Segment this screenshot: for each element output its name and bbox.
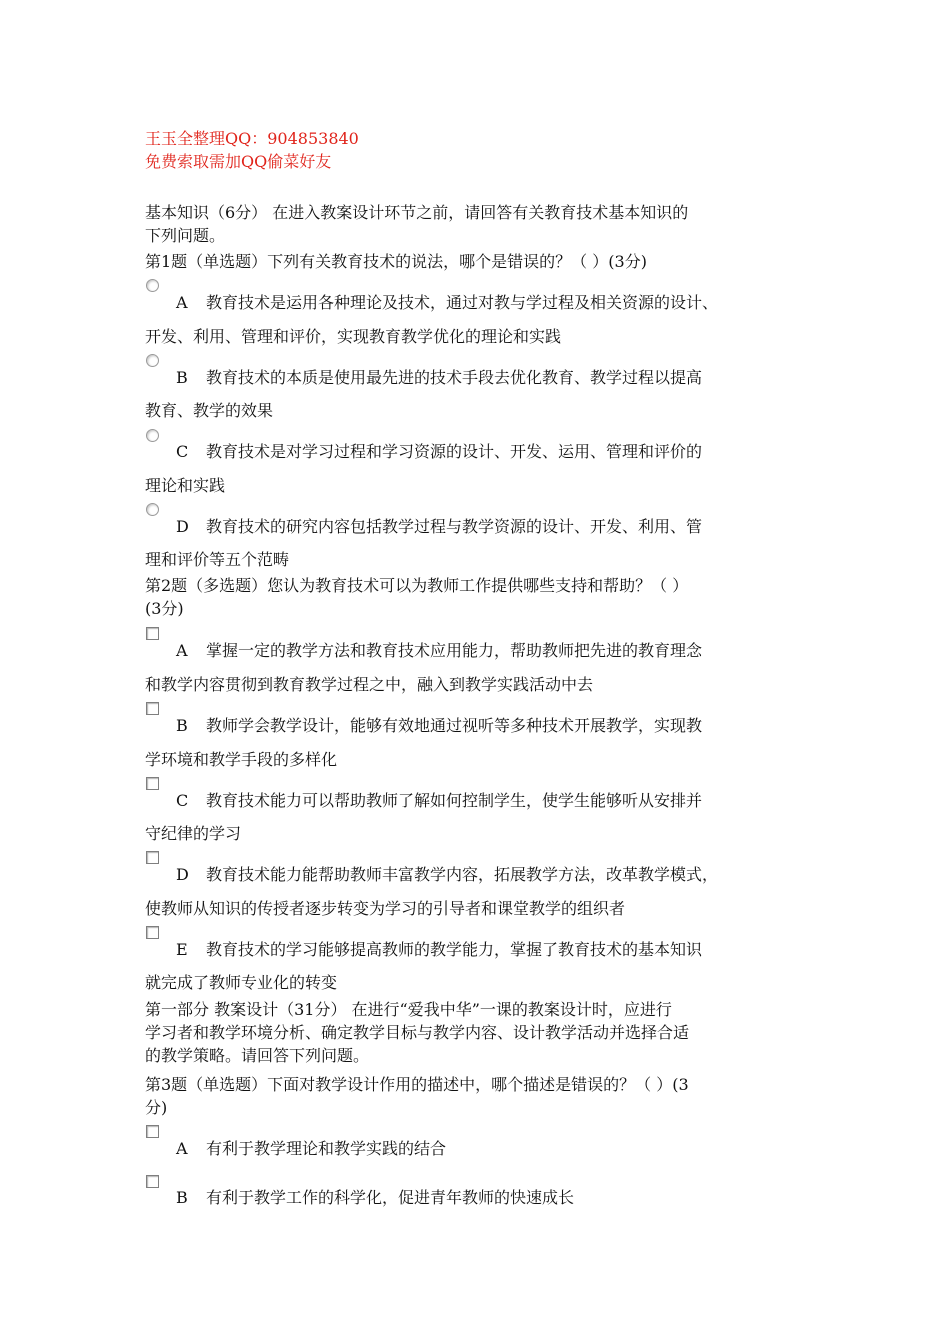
q1-option-a-radio[interactable] [146, 279, 159, 292]
option-text: 有利于教学理论和教学实践的结合 [206, 1139, 447, 1158]
q2-option-a-cont: 和教学内容贯彻到教育教学过程之中，融入到教学实践活动中去 [145, 675, 594, 694]
option-letter: E [176, 940, 188, 959]
option-letter: C [176, 791, 189, 810]
option-letter: C [176, 442, 189, 461]
q3-title-line2: 分) [145, 1098, 168, 1117]
q2-option-e-cont: 就完成了教师专业化的转变 [145, 973, 338, 992]
q2-option-b-cont: 学环境和教学手段的多样化 [145, 750, 338, 769]
option-text: 教育技术能力可以帮助教师了解如何控制学生，使学生能够听从安排并 [206, 791, 703, 810]
q1-option-d-radio[interactable] [146, 503, 159, 516]
section2-intro-line1: 第一部分 教案设计（31分） 在进行“爱我中华”一课的教案设计时，应进行 [145, 1000, 672, 1019]
q1-option-c [176, 441, 702, 463]
q2-option-b [176, 715, 702, 737]
q2-option-d [176, 864, 718, 886]
option-letter: A [176, 641, 188, 660]
q1-option-c-radio[interactable] [146, 429, 159, 442]
option-text: 有利于教学工作的科学化，促进青年教师的快速成长 [206, 1188, 575, 1207]
q3-option-a-checkbox[interactable] [146, 1125, 159, 1138]
option-letter: B [176, 368, 188, 387]
q2-option-d-checkbox[interactable] [146, 851, 159, 864]
q1-option-b-radio[interactable] [146, 354, 159, 367]
q3-option-a [176, 1138, 446, 1160]
q1-option-c-cont: 理论和实践 [145, 476, 226, 495]
option-letter: B [176, 1188, 188, 1207]
option-text: 教育技术能力能帮助教师丰富教学内容，拓展教学方法，改革教学模式， [206, 865, 719, 884]
q2-option-c [176, 790, 702, 812]
q3-option-b [176, 1187, 574, 1209]
q2-option-e [176, 939, 702, 961]
option-text: 教育技术的研究内容包括教学过程与教学资源的设计、开发、利用、管 [206, 517, 703, 536]
q2-option-a-checkbox[interactable] [146, 627, 159, 640]
section2-intro-line2: 学习者和教学环境分析、确定教学目标与教学内容、设计教学活动并选择合适 [145, 1023, 690, 1042]
option-letter: D [176, 865, 189, 884]
q2-title-line2: (3分) [145, 599, 184, 618]
q1-option-d-cont: 理和评价等五个范畴 [145, 550, 290, 569]
q1-title: 第1题（单选题）下列有关教育技术的说法，哪个是错误的？（ ）(3分) [145, 252, 647, 271]
q2-option-c-checkbox[interactable] [146, 777, 159, 790]
q2-title-line1: 第2题（多选题）您认为教育技术可以为教师工作提供哪些支持和帮助？（ ） [145, 576, 689, 595]
q2-option-d-cont: 使教师从知识的传授者逐步转变为学习的引导者和课堂教学的组织者 [145, 899, 626, 918]
header-contact: 王玉全整理QQ：904853840 [145, 129, 359, 148]
option-letter: B [176, 716, 188, 735]
q3-option-b-checkbox[interactable] [146, 1175, 159, 1188]
q2-option-c-cont: 守纪律的学习 [145, 824, 242, 843]
q3-title-line1: 第3题（单选题）下面对教学设计作用的描述中，哪个描述是错误的？（ ）(3 [145, 1075, 689, 1094]
option-text: 教育技术是运用各种理论及技术，通过对教与学过程及相关资源的设计、 [206, 293, 719, 312]
option-text: 教育技术的本质是使用最先进的技术手段去优化教育、教学过程以提高 [206, 368, 703, 387]
header-note: 免费索取需加QQ偷菜好友 [145, 152, 332, 171]
section1-intro-line1: 基本知识（6分） 在进入教案设计环节之前，请回答有关教育技术基本知识的 [145, 203, 689, 222]
q1-option-b-cont: 教育、教学的效果 [145, 401, 274, 420]
option-text: 教育技术的学习能够提高教师的教学能力，掌握了教育技术的基本知识 [206, 940, 703, 959]
section2-intro-line3: 的教学策略。请回答下列问题。 [145, 1046, 370, 1065]
option-letter: D [176, 517, 189, 536]
q1-option-b [176, 367, 702, 389]
q1-option-a [176, 292, 718, 314]
option-text: 教育技术是对学习过程和学习资源的设计、开发、运用、管理和评价的 [206, 442, 703, 461]
q1-option-d [176, 516, 702, 538]
option-letter: A [176, 293, 188, 312]
option-letter: A [176, 1139, 188, 1158]
q2-option-b-checkbox[interactable] [146, 702, 159, 715]
q1-option-a-cont: 开发、利用、管理和评价，实现教育教学优化的理论和实践 [145, 327, 562, 346]
option-text: 教师学会教学设计，能够有效地通过视听等多种技术开展教学，实现教 [206, 716, 703, 735]
q2-option-e-checkbox[interactable] [146, 926, 159, 939]
option-text: 掌握一定的教学方法和教育技术应用能力，帮助教师把先进的教育理念 [206, 641, 703, 660]
q2-option-a [176, 640, 702, 662]
section1-intro-line2: 下列问题。 [145, 226, 226, 245]
